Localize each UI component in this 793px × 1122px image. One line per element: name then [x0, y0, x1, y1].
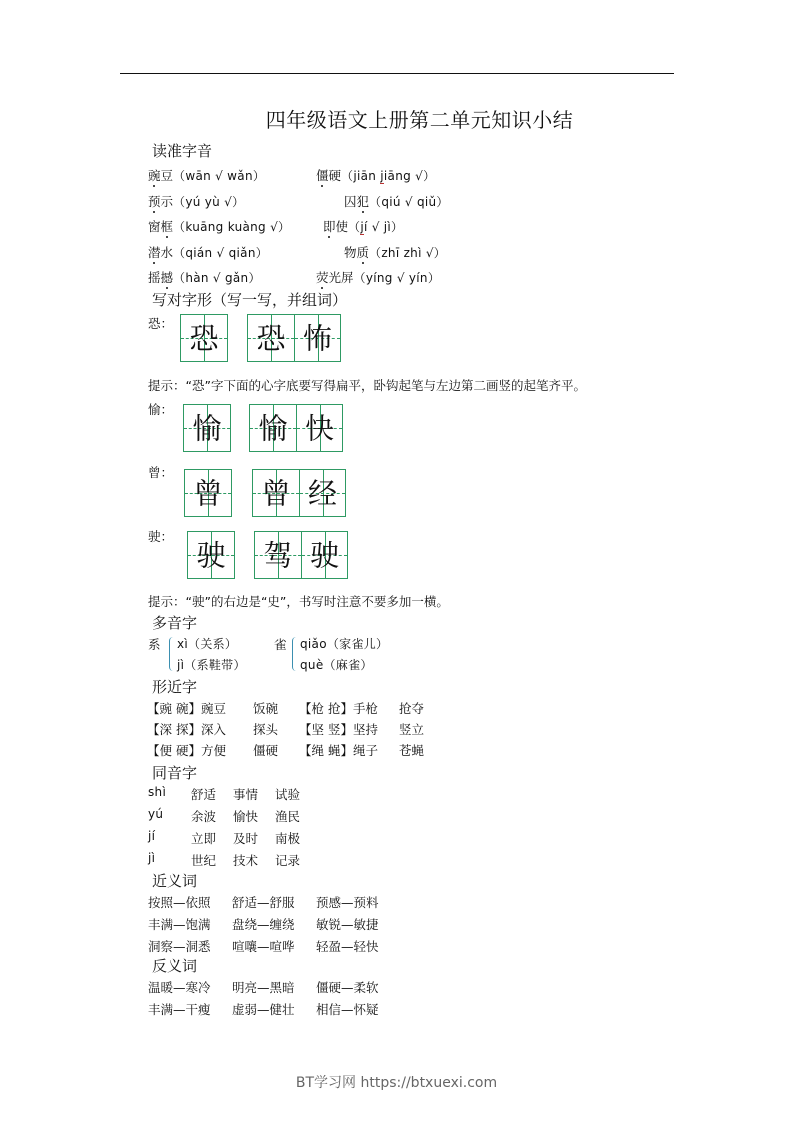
pronunciation-item — [148, 217, 290, 235]
grid-char: 驶 — [309, 538, 339, 573]
homophone-word: 渔民 — [275, 809, 301, 824]
tianzige-word-yukuai — [249, 404, 343, 452]
homophone-word: 试验 — [275, 787, 301, 802]
writing-tip-shi: 提示：“驶”的右边是“史”，书写时注意不要多加一横。 — [148, 594, 449, 609]
pinyin-options: （qián √ qiǎn） — [173, 246, 269, 260]
word-char: 质 — [356, 245, 370, 260]
pronunciation-item — [148, 243, 268, 261]
polyphonic-char-que: 雀 — [274, 637, 287, 652]
page-title: 四年级语文上册第二单元知识小结 — [265, 108, 574, 132]
pinyin-options: （kuāng kuàng √） — [173, 220, 291, 234]
word-char: 硬 — [328, 168, 342, 183]
pinyin-underlined: j — [380, 169, 384, 183]
writing-label-yu: 愉： — [148, 402, 174, 417]
tianzige-single-yu — [183, 404, 231, 452]
similar-form-cell: 僵硬 — [253, 743, 279, 758]
grid-char: 恐 — [189, 321, 219, 356]
homophone-pinyin: yú — [148, 807, 164, 821]
similar-form-cell: 饭碗 — [253, 701, 279, 716]
polyphonic-reading: què（麻雀） — [300, 658, 373, 672]
grid-char: 驶 — [196, 538, 226, 573]
section-heading-homophones: 同音字 — [152, 764, 198, 782]
similar-form-cell: 【便 硬】方便 — [147, 743, 226, 758]
grid-char: 快 — [304, 411, 334, 446]
similar-form-cell: 苍蝇 — [399, 743, 425, 758]
tianzige-single-ceng — [184, 469, 232, 517]
pinyin-options: （wān √ wǎn） — [173, 169, 266, 183]
antonym-pair: 丰满—干瘦 — [148, 1002, 211, 1017]
similar-form-cell: 抢夺 — [399, 701, 425, 716]
word-char: 犯 — [356, 194, 370, 209]
grid-char: 曾 — [193, 476, 223, 511]
word-char: 窗 — [148, 219, 161, 234]
tianzige-single-shi — [187, 531, 235, 579]
pinyin-options: （zhī zhì √） — [369, 246, 447, 260]
section-heading-writing: 写对字形（写一写，并组词） — [152, 291, 348, 309]
tianzige-word-kongbu — [247, 314, 341, 362]
grid-char: 愉 — [192, 411, 222, 446]
homophone-word: 记录 — [275, 853, 301, 868]
similar-form-cell: 【豌 碗】豌豆 — [147, 701, 226, 716]
tianzige-word-jiashi — [254, 531, 348, 579]
section-heading-similar-form: 形近字 — [152, 678, 198, 696]
synonym-pair: 喧嚷—喧哗 — [232, 939, 295, 954]
synonym-pair: 舒适—舒服 — [232, 895, 295, 910]
antonym-pair: 僵硬—柔软 — [316, 980, 379, 995]
pinyin-options: （hàn √ gǎn） — [173, 271, 261, 285]
synonym-pair: 丰满—饱满 — [148, 917, 211, 932]
homophone-word: 余波 — [191, 809, 217, 824]
word-char: 僵 — [316, 168, 329, 183]
section-heading-pronunciation: 读准字音 — [152, 142, 213, 160]
similar-form-cell: 【枪 抢】手枪 — [299, 701, 378, 716]
writing-label-ceng: 曾： — [148, 465, 174, 480]
antonym-pair: 温暖—寒冷 — [148, 980, 211, 995]
polyphonic-reading: jì（系鞋带） — [177, 658, 246, 672]
homophone-pinyin: jì — [148, 851, 156, 865]
antonym-pair: 虚弱—健壮 — [232, 1002, 295, 1017]
homophone-word: 事情 — [233, 787, 259, 802]
pronunciation-item — [148, 192, 244, 210]
homophone-word: 及时 — [233, 831, 259, 846]
word-char: 撼 — [160, 270, 174, 285]
pinyin-options: （qiú √ qiǔ） — [369, 195, 449, 209]
brace-icon — [169, 637, 174, 671]
polyphonic-reading: qiǎo（家雀儿） — [300, 637, 389, 651]
pronunciation-item — [344, 192, 449, 210]
word-char: 豌 — [148, 168, 161, 183]
homophone-word: 立即 — [191, 831, 217, 846]
synonym-pair: 预感—预料 — [316, 895, 379, 910]
word-char: 物 — [344, 245, 357, 260]
similar-form-cell: 【绳 蝇】绳子 — [299, 743, 378, 758]
header-rule — [120, 73, 674, 74]
similar-form-cell: 探头 — [253, 722, 279, 737]
word-char: 屏 — [341, 270, 354, 285]
grid-char: 怖 — [302, 321, 332, 356]
homophone-pinyin: shì — [148, 785, 167, 799]
writing-label-kong: 恐： — [148, 316, 174, 331]
word-char: 使 — [335, 219, 349, 234]
pronunciation-item — [316, 166, 435, 184]
pronunciation-item — [323, 217, 403, 235]
grid-char: 经 — [307, 476, 337, 511]
word-char: 即 — [323, 219, 336, 234]
similar-form-cell: 竖立 — [399, 722, 425, 737]
section-heading-antonyms: 反义词 — [152, 957, 198, 975]
homophone-word: 舒适 — [191, 787, 217, 802]
word-char: 潜 — [148, 245, 161, 260]
homophone-word: 世纪 — [191, 853, 217, 868]
section-heading-polyphonic: 多音字 — [152, 614, 198, 632]
homophone-word: 技术 — [233, 853, 259, 868]
word-char: 预 — [148, 194, 161, 209]
polyphonic-char-xi: 系 — [148, 637, 161, 652]
pronunciation-item — [148, 166, 265, 184]
polyphonic-reading: xì（关系） — [177, 637, 238, 651]
antonym-pair: 明亮—黑暗 — [232, 980, 295, 995]
word-char: 荧 — [316, 270, 329, 285]
grid-char: 恐 — [256, 321, 286, 356]
synonym-pair: 洞察—洞悉 — [148, 939, 211, 954]
homophone-word: 南极 — [275, 831, 301, 846]
word-char: 示 — [160, 194, 174, 209]
pinyin-options: （yíng √ yín） — [353, 271, 441, 285]
pronunciation-item — [344, 243, 446, 261]
synonym-pair: 敏锐—敏捷 — [316, 917, 379, 932]
pronunciation-item — [316, 268, 440, 286]
word-char: 豆 — [160, 168, 174, 183]
homophone-word: 愉快 — [233, 809, 259, 824]
section-heading-synonyms: 近义词 — [152, 872, 198, 890]
homophone-pinyin: jí — [148, 829, 156, 843]
writing-label-shi: 驶： — [148, 529, 174, 544]
pinyin-options: （jí √ jì） — [348, 220, 404, 234]
writing-tip-kong: 提示：“恐”字下面的心字底要写得扁平，卧钩起笔与左边第二画竖的起笔齐平。 — [148, 378, 586, 393]
word-char: 水 — [160, 245, 174, 260]
word-char: 光 — [328, 270, 342, 285]
pronunciation-item — [148, 268, 261, 286]
brace-icon — [292, 637, 297, 671]
pinyin-options: （yú yù √） — [173, 195, 245, 209]
antonym-pair: 相信—怀疑 — [316, 1002, 379, 1017]
tianzige-word-cengjing — [252, 469, 346, 517]
grid-char: 驾 — [263, 538, 293, 573]
footer-watermark: BT学习网 https://btxuexi.com — [295, 1075, 498, 1091]
word-char: 摇 — [148, 270, 161, 285]
similar-form-cell: 【深 探】深入 — [147, 722, 226, 737]
synonym-pair: 盘绕—缠绕 — [232, 917, 295, 932]
synonym-pair: 轻盈—轻快 — [316, 939, 379, 954]
pinyin-underlined: j — [360, 220, 364, 234]
tianzige-single-kong — [180, 314, 228, 362]
word-char: 框 — [160, 219, 174, 234]
synonym-pair: 按照—依照 — [148, 895, 211, 910]
pinyin-options: （jiān jiāng √） — [341, 169, 436, 183]
grid-char: 愉 — [258, 411, 288, 446]
word-char: 囚 — [344, 194, 357, 209]
similar-form-cell: 【坚 竖】坚持 — [299, 722, 378, 737]
grid-char: 曾 — [261, 476, 291, 511]
